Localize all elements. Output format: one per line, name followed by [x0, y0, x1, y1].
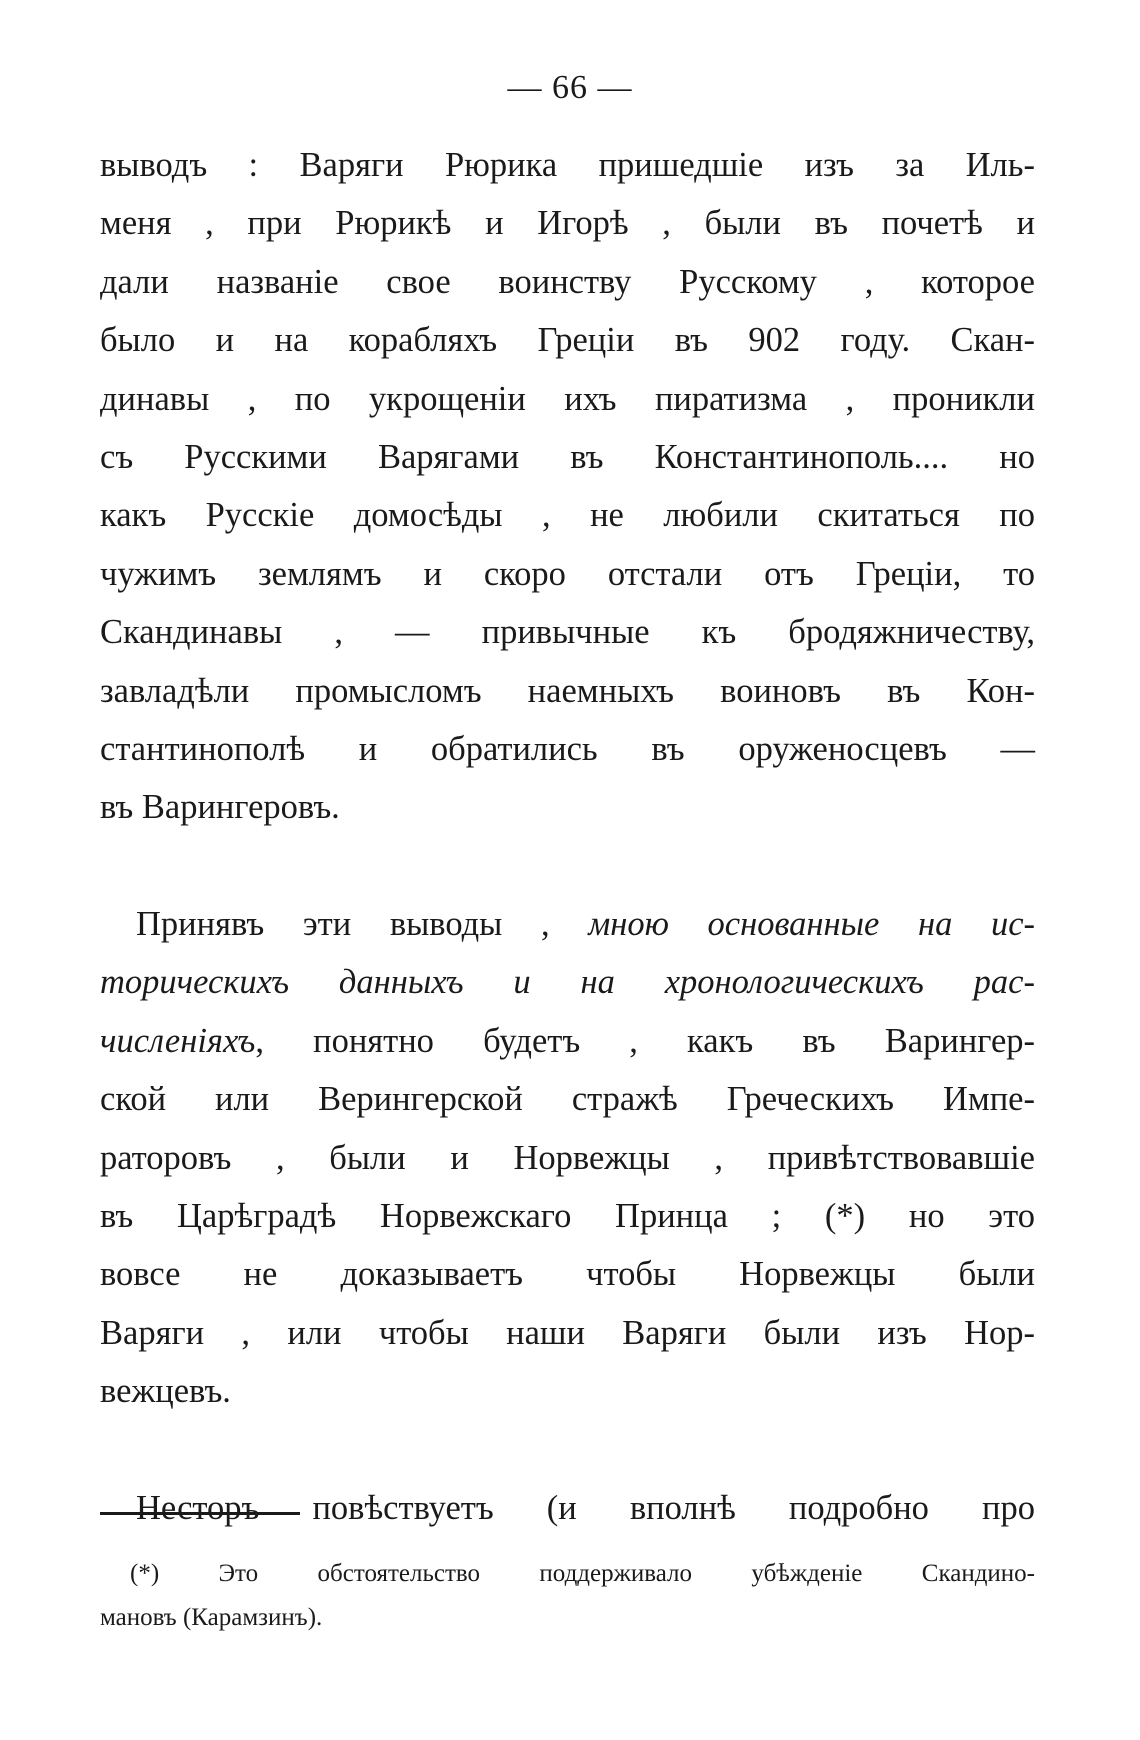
text-line: дали названіе свое воинству Русскому , которое	[100, 262, 1035, 301]
text-line: чужимъ землямъ и скоро отстали отъ Греціи, то	[100, 554, 1035, 593]
text-line	[100, 895, 1035, 953]
italic-text-line: торическихъ данныхъ и на хронологическихъ рас-	[100, 963, 1035, 1002]
paragraph-2	[100, 895, 1035, 1421]
body-text	[100, 136, 1035, 1537]
text-line: меня , при Рюрикѣ и Игорѣ , были въ почетѣ и	[100, 204, 1035, 243]
footnote-line: (*) Это обстоятельство поддерживало убѣжденіе Скандино-	[130, 1560, 1035, 1587]
text-line: съ Русскими Варягами въ Константинополь.... но	[100, 437, 1035, 476]
paragraph-spacer	[100, 1421, 1035, 1479]
paragraph-3	[100, 1479, 1035, 1537]
text-line: Варяги , или чтобы наши Варяги были изъ Нор-	[100, 1313, 1035, 1352]
text-line: выводъ : Варяги Рюрика пришедшіе изъ за Иль-	[100, 146, 1035, 184]
paragraph-1	[100, 136, 1035, 837]
text-line: Несторъ повѣствуетъ (и вполнѣ подробно про	[136, 1488, 1035, 1527]
text-run: , понятно будетъ , какъ въ Варингер-	[255, 1021, 1035, 1060]
text-line: вовсе не доказываетъ чтобы Норвежцы были	[100, 1255, 1035, 1294]
text-line: ской или Верингерской стражѣ Греческихъ Импе-	[100, 1080, 1035, 1119]
text-line: стантинополѣ и обратились въ оруженосцевъ —	[100, 729, 1035, 768]
text-line: раторовъ , были и Норвежцы , привѣтствовавшіе	[100, 1138, 1035, 1177]
italic-text-run: мною основанные на ис-	[588, 905, 1035, 944]
text-line: вежцевъ.	[100, 1372, 231, 1411]
text-line: въ Варингеровъ.	[100, 788, 340, 827]
text-line: какъ Русскіе домосѣды , не любили скитаться по	[100, 496, 1035, 535]
paragraph-spacer	[100, 837, 1035, 895]
text-line: въ Царѣградѣ Норвежскаго Принца ; (*) но это	[100, 1197, 1035, 1236]
footnote-line: мановъ (Карамзинъ).	[100, 1604, 323, 1631]
footnote	[100, 1552, 1035, 1640]
text-run: Принявъ эти выводы ,	[136, 905, 589, 944]
text-line: завладѣли промысломъ наемныхъ воиновъ въ Кон-	[100, 671, 1035, 710]
italic-text-run: численіяхъ	[100, 1021, 256, 1060]
text-line: Скандинавы , — привычные къ бродяжничеству,	[100, 613, 1035, 652]
text-line: было и на корабляхъ Греціи въ 902 году. Скан-	[100, 321, 1035, 360]
text-line	[100, 1012, 1035, 1070]
footnote-divider	[100, 1512, 300, 1515]
page-number: — 66 —	[507, 69, 633, 106]
text-line: динавы , по укрощеніи ихъ пиратизма , проникли	[100, 379, 1035, 418]
